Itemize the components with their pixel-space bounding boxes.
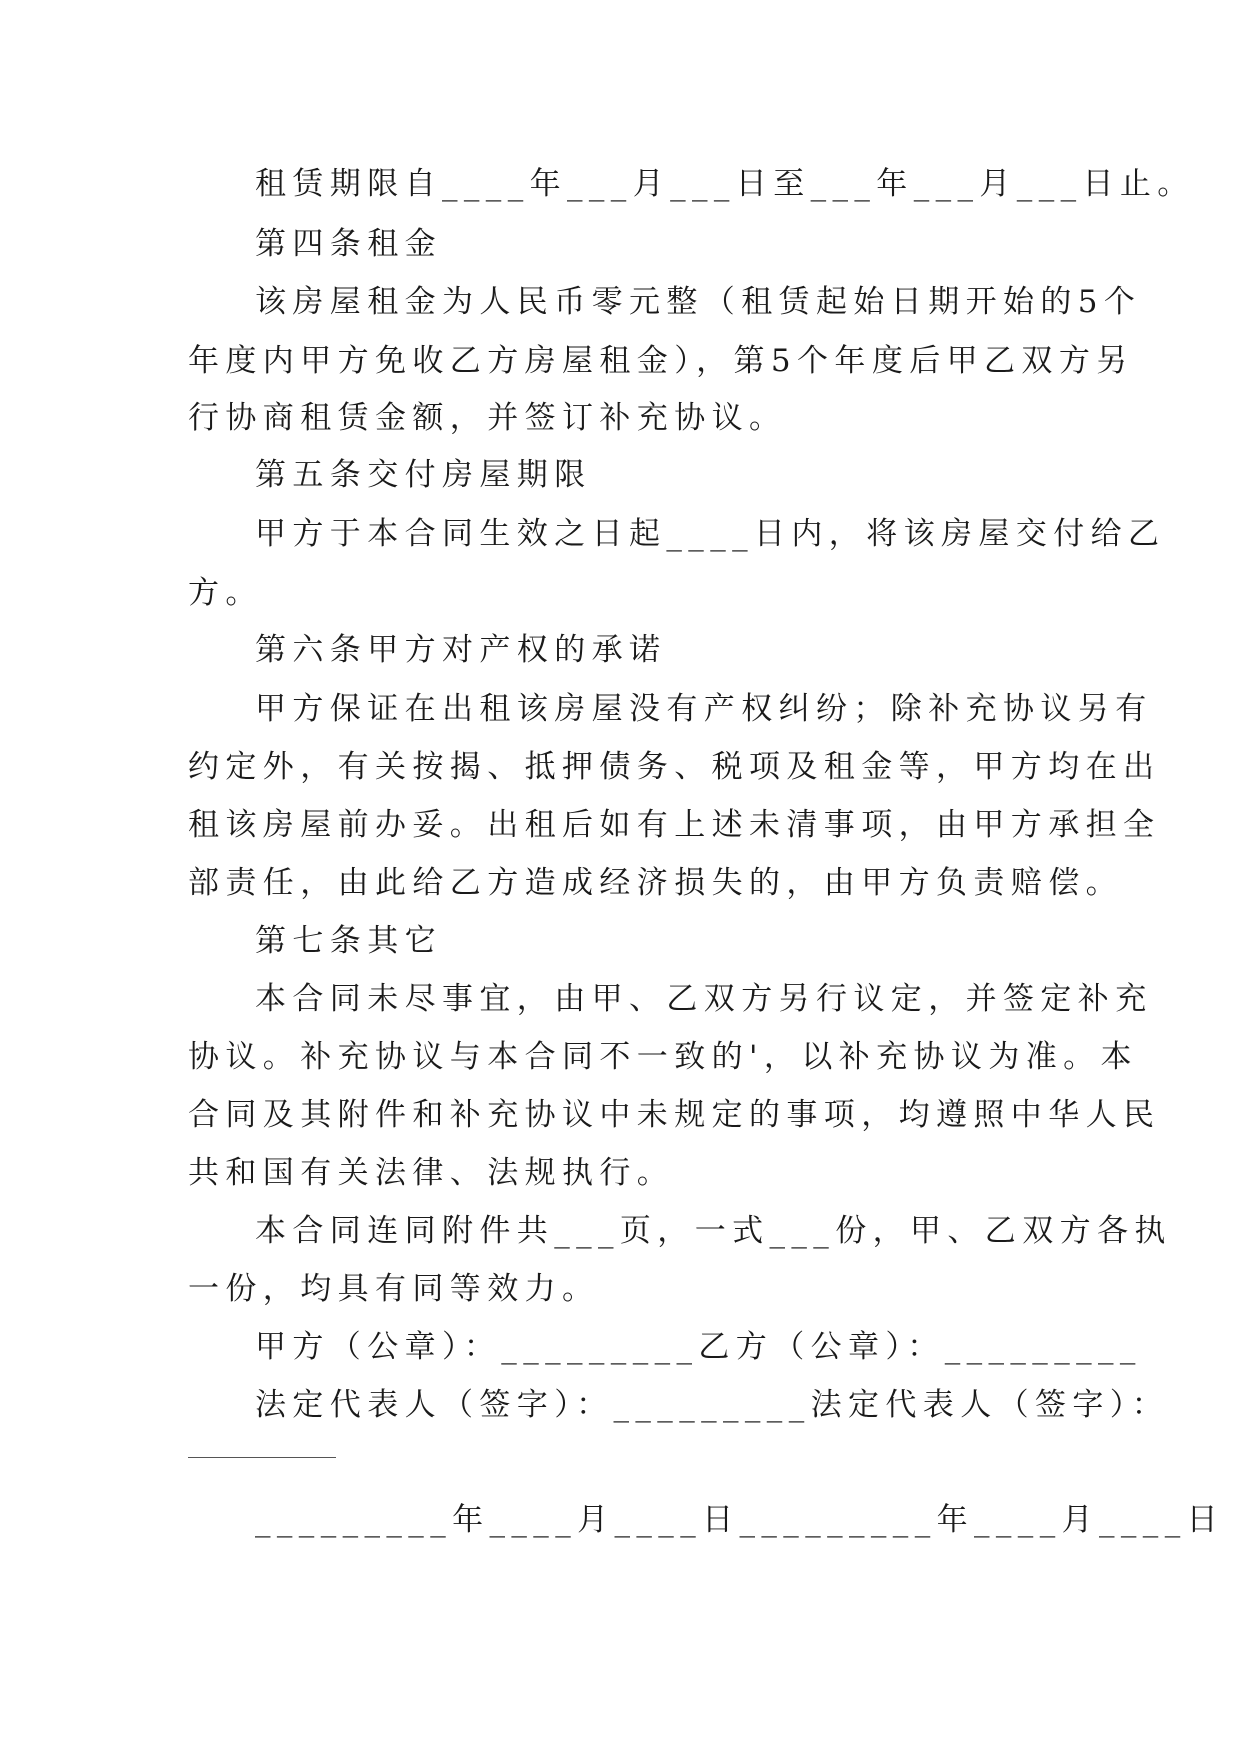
representative-signature-line: 法定代表人（签字）：_________法定代表人（签字）： bbox=[255, 1387, 1170, 1423]
signing-date-line: _________年____月____日_________年____月____日 bbox=[255, 1502, 1224, 1538]
article-5-heading: 第五条交付房屋期限 bbox=[255, 457, 592, 493]
lease-term-line: 租赁期限自____年___月___日至___年___月___日止。 bbox=[255, 166, 1195, 202]
article-4-text-line: 该房屋租金为人民币零元整（租赁起始日期开始的5个 bbox=[255, 284, 1142, 320]
article-5-text-line: 甲方于本合同生效之日起____日内，将该房屋交付给乙 bbox=[255, 516, 1166, 552]
article-6-text-line: 租该房屋前办妥。出租后如有上述未清事项，由甲方承担全 bbox=[188, 807, 1161, 843]
article-4-heading: 第四条租金 bbox=[255, 226, 442, 262]
article-7-text-line: 本合同未尽事宜，由甲、乙双方另行议定，并签定补充 bbox=[255, 981, 1153, 1017]
copies-text-line: 一份，均具有同等效力。 bbox=[188, 1271, 600, 1307]
article-7-heading: 第七条其它 bbox=[255, 923, 442, 959]
article-6-text-line: 部责任，由此给乙方造成经济损失的，由甲方负责赔偿。 bbox=[188, 865, 1123, 901]
article-6-text-line: 约定外，有关按揭、抵押债务、税项及租金等，甲方均在出 bbox=[188, 749, 1161, 785]
article-6-text-line: 甲方保证在出租该房屋没有产权纠纷；除补充协议另有 bbox=[255, 691, 1153, 727]
article-4-text-line: 行协商租赁金额，并签订补充协议。 bbox=[188, 400, 787, 436]
article-7-text-line: 协议。补充协议与本合同不一致的'，以补充协议为准。本 bbox=[188, 1039, 1138, 1075]
article-7-text-line: 合同及其附件和补充协议中未规定的事项，均遵照中华人民 bbox=[188, 1097, 1161, 1133]
seal-signature-line: 甲方（公章）：_________乙方（公章）：_________ bbox=[255, 1329, 1142, 1365]
article-7-text-line: 共和国有关法律、法规执行。 bbox=[188, 1155, 675, 1191]
article-6-heading: 第六条甲方对产权的承诺 bbox=[255, 632, 667, 668]
article-5-text-line: 方。 bbox=[188, 575, 263, 611]
article-4-text-line: 年度内甲方免收乙方房屋租金），第5个年度后甲乙双方另 bbox=[188, 343, 1134, 379]
blank-underline bbox=[188, 1457, 336, 1458]
copies-text-line: 本合同连同附件共___页，一式___份，甲、乙双方各执 bbox=[255, 1213, 1172, 1249]
